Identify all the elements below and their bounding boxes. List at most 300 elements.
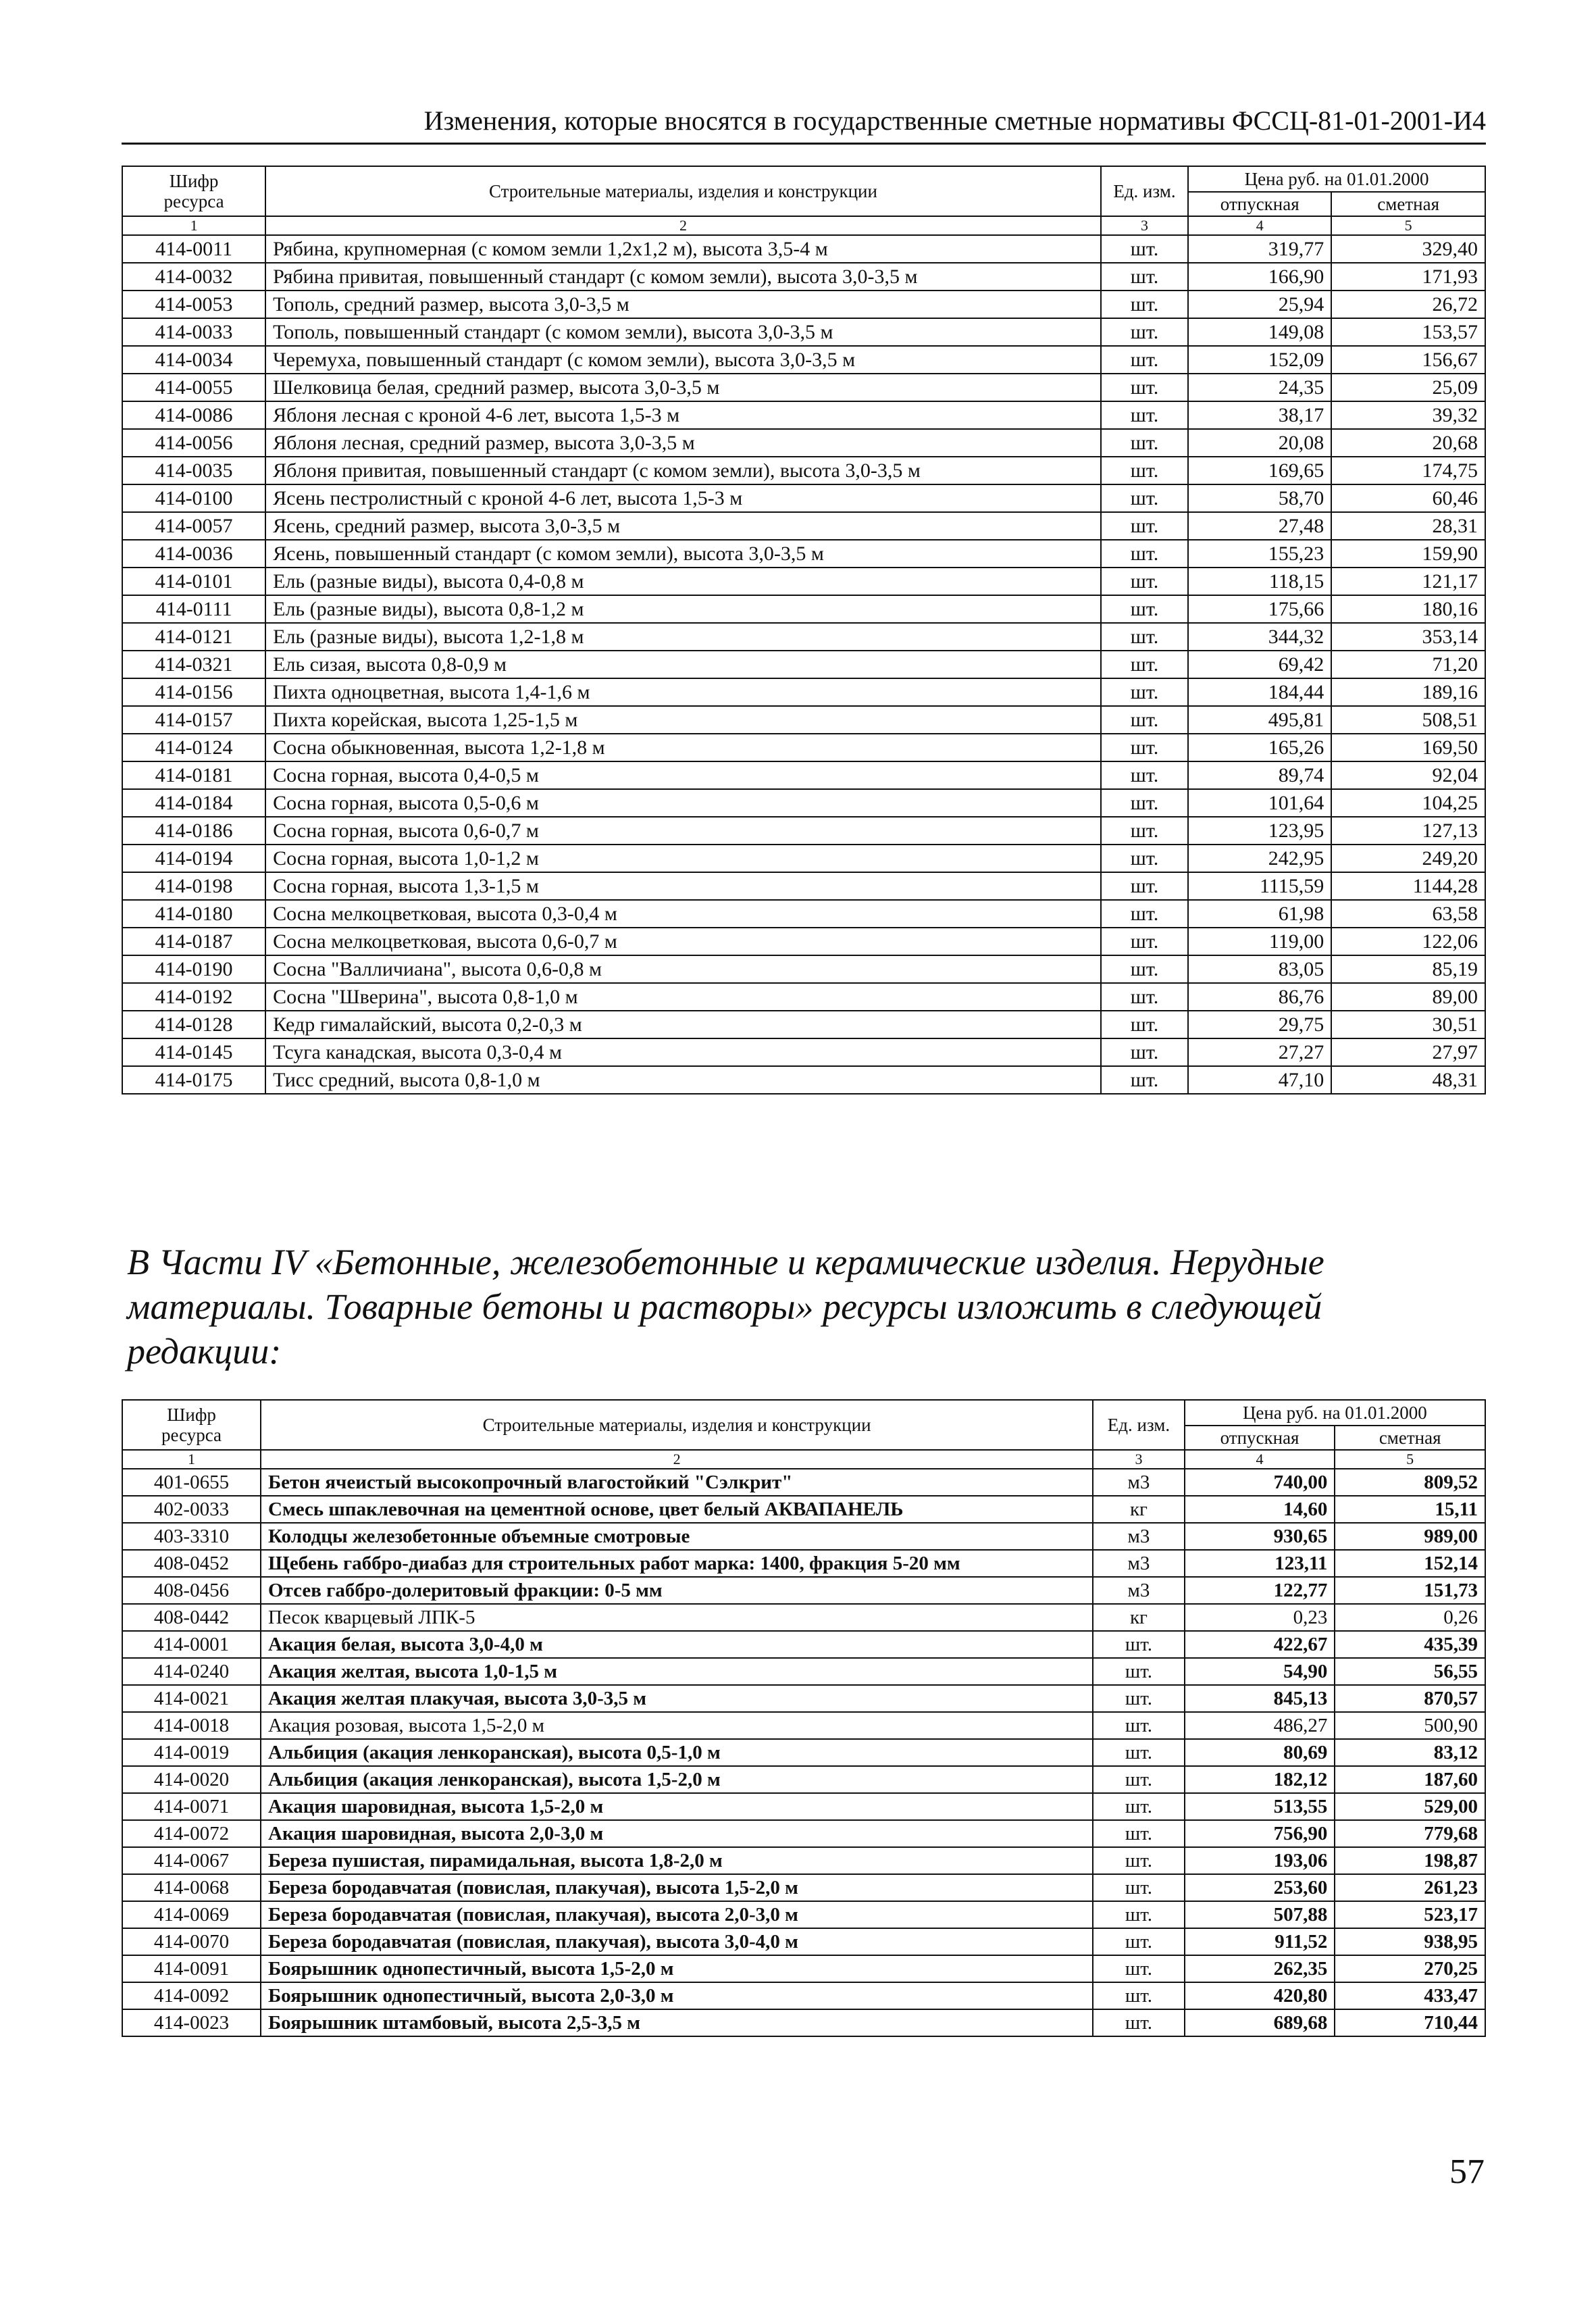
cell-estimate-price: 261,23 (1335, 1874, 1485, 1901)
cell-unit: шт. (1101, 235, 1188, 263)
cell-release-price: 14,60 (1185, 1496, 1335, 1523)
cell-release-price: 689,68 (1185, 2009, 1335, 2036)
cell-estimate-price: 189,16 (1331, 678, 1485, 706)
cell-name: Колодцы железобетонные объемные смотровые (261, 1523, 1093, 1550)
cell-release-price: 101,64 (1188, 789, 1331, 817)
cell-estimate-price: 270,25 (1335, 1955, 1485, 1982)
cell-release-price: 0,23 (1185, 1604, 1335, 1631)
cell-unit: шт. (1093, 1901, 1185, 1928)
cell-release-price: 1115,59 (1188, 872, 1331, 900)
cell-unit: шт. (1093, 1658, 1185, 1685)
table-row (122, 1038, 1485, 1066)
col-index: 2 (265, 216, 1101, 235)
table-row (122, 706, 1485, 734)
cell-unit: шт. (1101, 595, 1188, 623)
cell-release-price: 123,95 (1188, 817, 1331, 845)
col-header-unit: Ед. изм. (1101, 166, 1188, 216)
cell-estimate-price: 85,19 (1331, 955, 1485, 983)
cell-name: Песок кварцевый ЛПК-5 (261, 1604, 1093, 1631)
cell-code: 402-0033 (122, 1496, 261, 1523)
cell-release-price: 29,75 (1188, 1011, 1331, 1038)
cell-name: Ель (разные виды), высота 0,4-0,8 м (265, 568, 1101, 595)
table-row (122, 1955, 1485, 1982)
table-row (122, 789, 1485, 817)
cell-unit: шт. (1101, 955, 1188, 983)
col-header-release: отпускная (1185, 1426, 1335, 1450)
cell-release-price: 420,80 (1185, 1982, 1335, 2009)
cell-unit: шт. (1101, 1038, 1188, 1066)
cell-code: 414-0156 (122, 678, 265, 706)
cell-estimate-price: 20,68 (1331, 429, 1485, 457)
cell-release-price: 513,55 (1185, 1793, 1335, 1820)
cell-name: Альбиция (акация ленкоранская), высота 0,5-1,0 м (261, 1739, 1093, 1766)
table-row (122, 512, 1485, 540)
cell-name: Рябина привитая, повышенный стандарт (с комом земли), высота 3,0-3,5 м (265, 263, 1101, 291)
table-row (122, 1011, 1485, 1038)
cell-release-price: 61,98 (1188, 900, 1331, 928)
table-row (122, 1550, 1485, 1577)
cell-code: 408-0452 (122, 1550, 261, 1577)
cell-estimate-price: 187,60 (1335, 1766, 1485, 1793)
cell-release-price: 119,00 (1188, 928, 1331, 955)
cell-estimate-price: 159,90 (1331, 540, 1485, 568)
table-row (122, 845, 1485, 872)
cell-release-price: 80,69 (1185, 1739, 1335, 1766)
cell-estimate-price: 156,67 (1331, 346, 1485, 374)
cell-unit: шт. (1093, 1847, 1185, 1874)
cell-code: 414-0036 (122, 540, 265, 568)
cell-estimate-price: 989,00 (1335, 1523, 1485, 1550)
cell-code: 403-3310 (122, 1523, 261, 1550)
cell-estimate-price: 28,31 (1331, 512, 1485, 540)
cell-estimate-price: 151,73 (1335, 1577, 1485, 1604)
table-row (122, 374, 1485, 401)
table-row (122, 983, 1485, 1011)
cell-code: 414-0101 (122, 568, 265, 595)
cell-code: 414-0128 (122, 1011, 265, 1038)
cell-estimate-price: 25,09 (1331, 374, 1485, 401)
table-row (122, 1523, 1485, 1550)
table-row (122, 2009, 1485, 2036)
cell-estimate-price: 710,44 (1335, 2009, 1485, 2036)
table-row (122, 1604, 1485, 1631)
table-row (122, 1901, 1485, 1928)
cell-release-price: 149,08 (1188, 318, 1331, 346)
cell-release-price: 166,90 (1188, 263, 1331, 291)
cell-unit: кг (1093, 1496, 1185, 1523)
cell-release-price: 122,77 (1185, 1577, 1335, 1604)
cell-code: 414-0240 (122, 1658, 261, 1685)
table-row (122, 1820, 1485, 1847)
col-index: 1 (122, 1450, 261, 1469)
cell-name: Щебень габбро-диабаз для строительных работ марка: 1400, фракция 5-20 мм (261, 1550, 1093, 1577)
cell-name: Тополь, средний размер, высота 3,0-3,5 м (265, 291, 1101, 318)
cell-release-price: 47,10 (1188, 1066, 1331, 1094)
cell-estimate-price: 56,55 (1335, 1658, 1485, 1685)
table-row (122, 928, 1485, 955)
cell-name: Тисс средний, высота 0,8-1,0 м (265, 1066, 1101, 1094)
cell-release-price: 25,94 (1188, 291, 1331, 318)
cell-name: Яблоня лесная с кроной 4-6 лет, высота 1,5-3 м (265, 401, 1101, 429)
cell-unit: шт. (1101, 457, 1188, 484)
cell-unit: шт. (1093, 1982, 1185, 2009)
cell-release-price: 507,88 (1185, 1901, 1335, 1928)
table-row (122, 1874, 1485, 1901)
col-header-name: Строительные материалы, изделия и конструкции (265, 166, 1101, 216)
cell-code: 414-0184 (122, 789, 265, 817)
cell-unit: шт. (1101, 789, 1188, 817)
cell-name: Яблоня лесная, средний размер, высота 3,0-3,5 м (265, 429, 1101, 457)
cell-estimate-price: 529,00 (1335, 1793, 1485, 1820)
cell-name: Береза бородавчатая (повислая, плакучая), высота 3,0-4,0 м (261, 1928, 1093, 1955)
cell-name: Боярышник однопестичный, высота 1,5-2,0 м (261, 1955, 1093, 1982)
cell-name: Сосна мелкоцветковая, высота 0,6-0,7 м (265, 928, 1101, 955)
cell-release-price: 262,35 (1185, 1955, 1335, 1982)
page-header-title: Изменения, которые вносятся в государственные сметные нормативы ФССЦ-81-01-2001-И4 (423, 105, 1486, 136)
cell-name: Альбиция (акация ленкоранская), высота 1,5-2,0 м (261, 1766, 1093, 1793)
table-row (122, 457, 1485, 484)
col-index: 4 (1185, 1450, 1335, 1469)
cell-estimate-price: 92,04 (1331, 761, 1485, 789)
col-index: 2 (261, 1450, 1093, 1469)
cell-estimate-price: 71,20 (1331, 651, 1485, 678)
cell-name: Сосна горная, высота 0,6-0,7 м (265, 817, 1101, 845)
table-row (122, 568, 1485, 595)
col-header-estimate: сметная (1331, 192, 1485, 216)
cell-name: Пихта одноцветная, высота 1,4-1,6 м (265, 678, 1101, 706)
col-header-price: Цена руб. на 01.01.2000 (1188, 166, 1485, 192)
cell-release-price: 27,27 (1188, 1038, 1331, 1066)
cell-unit: м3 (1093, 1550, 1185, 1577)
cell-release-price: 169,65 (1188, 457, 1331, 484)
cell-code: 414-0034 (122, 346, 265, 374)
cell-estimate-price: 435,39 (1335, 1631, 1485, 1658)
cell-estimate-price: 174,75 (1331, 457, 1485, 484)
cell-code: 414-0071 (122, 1793, 261, 1820)
cell-code: 414-0121 (122, 623, 265, 651)
cell-code: 414-0072 (122, 1820, 261, 1847)
cell-estimate-price: 89,00 (1331, 983, 1485, 1011)
cell-unit: кг (1093, 1604, 1185, 1631)
cell-unit: шт. (1093, 1874, 1185, 1901)
cell-release-price: 930,65 (1185, 1523, 1335, 1550)
table-row (122, 678, 1485, 706)
cell-code: 414-0198 (122, 872, 265, 900)
cell-unit: шт. (1101, 1011, 1188, 1038)
cell-name: Береза бородавчатая (повислая, плакучая), высота 2,0-3,0 м (261, 1901, 1093, 1928)
cell-release-price: 58,70 (1188, 484, 1331, 512)
price-table-1 (122, 166, 1486, 1095)
table-row (122, 1685, 1485, 1712)
cell-release-price: 38,17 (1188, 401, 1331, 429)
cell-code: 414-0192 (122, 983, 265, 1011)
cell-estimate-price: 121,17 (1331, 568, 1485, 595)
table-row (122, 1577, 1485, 1604)
cell-name: Ель сизая, высота 0,8-0,9 м (265, 651, 1101, 678)
cell-code: 414-0100 (122, 484, 265, 512)
table-row (122, 263, 1485, 291)
cell-estimate-price: 809,52 (1335, 1469, 1485, 1496)
cell-estimate-price: 938,95 (1335, 1928, 1485, 1955)
col-index: 5 (1335, 1450, 1485, 1469)
cell-name: Тополь, повышенный стандарт (с комом земли), высота 3,0-3,5 м (265, 318, 1101, 346)
cell-release-price: 24,35 (1188, 374, 1331, 401)
table-row (122, 1982, 1485, 2009)
cell-unit: шт. (1101, 1066, 1188, 1094)
col-header-price: Цена руб. на 01.01.2000 (1185, 1400, 1485, 1426)
table-row (122, 484, 1485, 512)
cell-unit: шт. (1101, 263, 1188, 291)
cell-name: Акация шаровидная, высота 1,5-2,0 м (261, 1793, 1093, 1820)
cell-code: 414-0019 (122, 1739, 261, 1766)
cell-unit: шт. (1093, 1820, 1185, 1847)
cell-code: 414-0021 (122, 1685, 261, 1712)
cell-release-price: 495,81 (1188, 706, 1331, 734)
table-row (122, 1739, 1485, 1766)
cell-name: Акация желтая плакучая, высота 3,0-3,5 м (261, 1685, 1093, 1712)
cell-release-price: 486,27 (1185, 1712, 1335, 1739)
col-header-release: отпускная (1188, 192, 1331, 216)
price-table-2 (122, 1399, 1486, 2037)
cell-unit: шт. (1101, 761, 1188, 789)
cell-estimate-price: 153,57 (1331, 318, 1485, 346)
cell-estimate-price: 329,40 (1331, 235, 1485, 263)
cell-unit: шт. (1093, 1955, 1185, 1982)
cell-release-price: 155,23 (1188, 540, 1331, 568)
cell-estimate-price: 779,68 (1335, 1820, 1485, 1847)
cell-estimate-price: 127,13 (1331, 817, 1485, 845)
cell-code: 414-0190 (122, 955, 265, 983)
cell-code: 414-0033 (122, 318, 265, 346)
cell-release-price: 123,11 (1185, 1550, 1335, 1577)
cell-estimate-price: 39,32 (1331, 401, 1485, 429)
cell-unit: шт. (1101, 678, 1188, 706)
page-number: 57 (1449, 2153, 1485, 2191)
cell-unit: шт. (1101, 540, 1188, 568)
cell-estimate-price: 60,46 (1331, 484, 1485, 512)
table-row (122, 595, 1485, 623)
cell-estimate-price: 508,51 (1331, 706, 1485, 734)
cell-code: 414-0056 (122, 429, 265, 457)
cell-estimate-price: 27,97 (1331, 1038, 1485, 1066)
cell-code: 414-0181 (122, 761, 265, 789)
cell-name: Ель (разные виды), высота 1,2-1,8 м (265, 623, 1101, 651)
cell-release-price: 319,77 (1188, 235, 1331, 263)
cell-release-price: 89,74 (1188, 761, 1331, 789)
col-header-code: Шифр ресурса (122, 1400, 261, 1450)
cell-code: 414-0187 (122, 928, 265, 955)
table-row (122, 1658, 1485, 1685)
cell-code: 401-0655 (122, 1469, 261, 1496)
cell-release-price: 27,48 (1188, 512, 1331, 540)
cell-name: Береза пушистая, пирамидальная, высота 1,8-2,0 м (261, 1847, 1093, 1874)
col-header-code: Шифр ресурса (122, 166, 265, 216)
cell-release-price: 845,13 (1185, 1685, 1335, 1712)
cell-release-price: 911,52 (1185, 1928, 1335, 1955)
col-index: 3 (1101, 216, 1188, 235)
cell-code: 414-0091 (122, 1955, 261, 1982)
cell-code: 414-0070 (122, 1928, 261, 1955)
cell-code: 414-0124 (122, 734, 265, 761)
cell-unit: шт. (1101, 872, 1188, 900)
cell-estimate-price: 249,20 (1331, 845, 1485, 872)
cell-name: Сосна горная, высота 0,4-0,5 м (265, 761, 1101, 789)
cell-unit: шт. (1101, 318, 1188, 346)
cell-code: 414-0023 (122, 2009, 261, 2036)
cell-name: Сосна горная, высота 0,5-0,6 м (265, 789, 1101, 817)
cell-estimate-price: 523,17 (1335, 1901, 1485, 1928)
table-row (122, 1847, 1485, 1874)
table-row (122, 900, 1485, 928)
cell-name: Бетон ячеистый высокопрочный влагостойкий "Сэлкрит" (261, 1469, 1093, 1496)
cell-name: Акация шаровидная, высота 2,0-3,0 м (261, 1820, 1093, 1847)
table-row (122, 429, 1485, 457)
cell-estimate-price: 26,72 (1331, 291, 1485, 318)
cell-code: 414-0068 (122, 1874, 261, 1901)
table-row (122, 623, 1485, 651)
cell-unit: м3 (1093, 1469, 1185, 1496)
cell-name: Береза бородавчатая (повислая, плакучая), высота 1,5-2,0 м (261, 1874, 1093, 1901)
cell-release-price: 152,09 (1188, 346, 1331, 374)
cell-code: 414-0032 (122, 263, 265, 291)
cell-code: 414-0001 (122, 1631, 261, 1658)
cell-code: 414-0057 (122, 512, 265, 540)
cell-name: Рябина, крупномерная (с комом земли 1,2х1,2 м), высота 3,5-4 м (265, 235, 1101, 263)
cell-release-price: 422,67 (1185, 1631, 1335, 1658)
col-header-unit: Ед. изм. (1093, 1400, 1185, 1450)
cell-unit: шт. (1093, 1793, 1185, 1820)
cell-estimate-price: 83,12 (1335, 1739, 1485, 1766)
cell-estimate-price: 180,16 (1331, 595, 1485, 623)
cell-name: Шелковица белая, средний размер, высота 3,0-3,5 м (265, 374, 1101, 401)
table-row (122, 235, 1485, 263)
cell-estimate-price: 353,14 (1331, 623, 1485, 651)
cell-code: 414-0011 (122, 235, 265, 263)
cell-estimate-price: 63,58 (1331, 900, 1485, 928)
cell-code: 414-0018 (122, 1712, 261, 1739)
cell-unit: шт. (1101, 429, 1188, 457)
cell-unit: шт. (1101, 706, 1188, 734)
table-row (122, 291, 1485, 318)
table-row (122, 1469, 1485, 1496)
table-row (122, 1766, 1485, 1793)
cell-code: 414-0194 (122, 845, 265, 872)
cell-release-price: 344,32 (1188, 623, 1331, 651)
cell-unit: шт. (1101, 734, 1188, 761)
cell-unit: м3 (1093, 1523, 1185, 1550)
cell-name: Сосна "Валличиана", высота 0,6-0,8 м (265, 955, 1101, 983)
cell-unit: шт. (1101, 845, 1188, 872)
table-row (122, 1793, 1485, 1820)
cell-estimate-price: 15,11 (1335, 1496, 1485, 1523)
table-row (122, 955, 1485, 983)
cell-code: 414-0055 (122, 374, 265, 401)
cell-code: 414-0035 (122, 457, 265, 484)
cell-name: Сосна "Шверина", высота 0,8-1,0 м (265, 983, 1101, 1011)
cell-unit: шт. (1093, 1766, 1185, 1793)
cell-unit: шт. (1101, 568, 1188, 595)
cell-estimate-price: 152,14 (1335, 1550, 1485, 1577)
cell-name: Черемуха, повышенный стандарт (с комом земли), высота 3,0-3,5 м (265, 346, 1101, 374)
cell-estimate-price: 1144,28 (1331, 872, 1485, 900)
cell-unit: шт. (1093, 1712, 1185, 1739)
cell-unit: шт. (1101, 651, 1188, 678)
cell-estimate-price: 30,51 (1331, 1011, 1485, 1038)
cell-unit: шт. (1101, 983, 1188, 1011)
table-row (122, 817, 1485, 845)
cell-name: Пихта корейская, высота 1,25-1,5 м (265, 706, 1101, 734)
cell-unit: шт. (1093, 2009, 1185, 2036)
cell-estimate-price: 104,25 (1331, 789, 1485, 817)
cell-name: Ясень, повышенный стандарт (с комом земли), высота 3,0-3,5 м (265, 540, 1101, 568)
cell-name: Акация желтая, высота 1,0-1,5 м (261, 1658, 1093, 1685)
cell-estimate-price: 433,47 (1335, 1982, 1485, 2009)
cell-unit: шт. (1101, 346, 1188, 374)
cell-name: Акация белая, высота 3,0-4,0 м (261, 1631, 1093, 1658)
cell-name: Яблоня привитая, повышенный стандарт (с комом земли), высота 3,0-3,5 м (265, 457, 1101, 484)
cell-unit: шт. (1093, 1685, 1185, 1712)
cell-unit: шт. (1101, 401, 1188, 429)
cell-release-price: 86,76 (1188, 983, 1331, 1011)
table-row (122, 761, 1485, 789)
cell-code: 414-0111 (122, 595, 265, 623)
cell-unit: шт. (1101, 374, 1188, 401)
cell-release-price: 175,66 (1188, 595, 1331, 623)
cell-code: 414-0180 (122, 900, 265, 928)
cell-name: Сосна горная, высота 1,0-1,2 м (265, 845, 1101, 872)
table-row (122, 1631, 1485, 1658)
cell-code: 408-0456 (122, 1577, 261, 1604)
cell-unit: шт. (1101, 928, 1188, 955)
cell-estimate-price: 500,90 (1335, 1712, 1485, 1739)
table-row (122, 1496, 1485, 1523)
col-index: 1 (122, 216, 265, 235)
section-note: В Части IV «Бетонные, железобетонные и керамические изделия. Нерудные материалы. Товарные бетоны и растворы» ресурсы изложить в следующей редакции: (127, 1242, 1324, 1372)
col-header-name: Строительные материалы, изделия и конструкции (261, 1400, 1093, 1450)
cell-name: Кедр гималайский, высота 0,2-0,3 м (265, 1011, 1101, 1038)
table-row (122, 1066, 1485, 1094)
table-row (122, 1712, 1485, 1739)
col-index: 5 (1331, 216, 1485, 235)
table-row (122, 872, 1485, 900)
col-index: 3 (1093, 1450, 1185, 1469)
col-index: 4 (1188, 216, 1331, 235)
cell-code: 414-0175 (122, 1066, 265, 1094)
cell-name: Боярышник однопестичный, высота 2,0-3,0 м (261, 1982, 1093, 2009)
cell-code: 414-0186 (122, 817, 265, 845)
cell-unit: шт. (1101, 512, 1188, 540)
cell-name: Боярышник штамбовый, высота 2,5-3,5 м (261, 2009, 1093, 2036)
cell-release-price: 756,90 (1185, 1820, 1335, 1847)
cell-unit: шт. (1093, 1631, 1185, 1658)
cell-release-price: 242,95 (1188, 845, 1331, 872)
table-row (122, 318, 1485, 346)
cell-unit: шт. (1101, 291, 1188, 318)
cell-name: Ель (разные виды), высота 0,8-1,2 м (265, 595, 1101, 623)
cell-code: 414-0086 (122, 401, 265, 429)
cell-name: Отсев габбро-долеритовый фракции: 0-5 мм (261, 1577, 1093, 1604)
cell-code: 414-0020 (122, 1766, 261, 1793)
cell-estimate-price: 171,93 (1331, 263, 1485, 291)
cell-release-price: 193,06 (1185, 1847, 1335, 1874)
cell-estimate-price: 870,57 (1335, 1685, 1485, 1712)
cell-release-price: 83,05 (1188, 955, 1331, 983)
cell-code: 414-0067 (122, 1847, 261, 1874)
cell-code: 414-0053 (122, 291, 265, 318)
page-header (122, 105, 1486, 145)
cell-code: 414-0321 (122, 651, 265, 678)
cell-name: Сосна горная, высота 1,3-1,5 м (265, 872, 1101, 900)
